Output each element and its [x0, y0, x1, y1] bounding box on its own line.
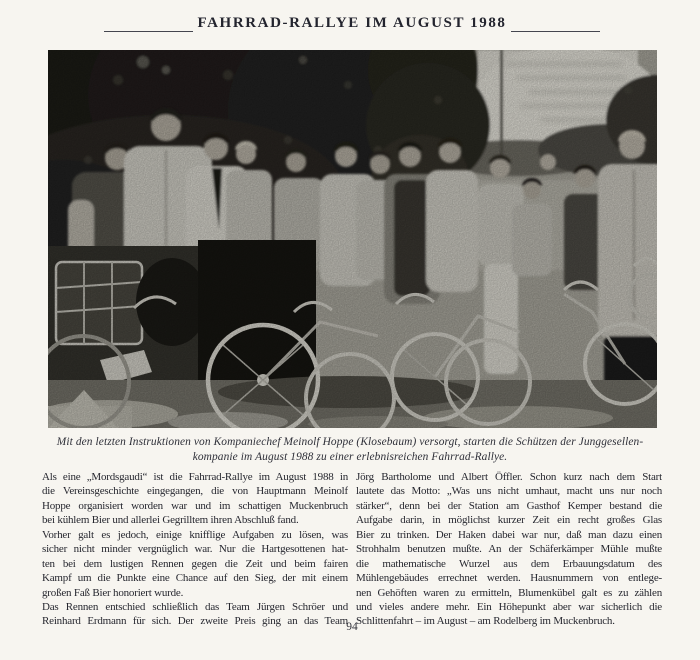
text-line: Als eine „Mordsgaudi“ ist die Fahrrad-Rallye im August 1988 in — [42, 471, 348, 483]
text-line: Kampf um die Punkte eine Chance auf den Sieg, der mit einem — [42, 572, 348, 585]
photo-caption-line2: kompanie im August 1988 zu einer erlebnisreichen Fahrrad-Rallye. — [192, 450, 508, 463]
text-column-left — [42, 470, 348, 629]
text-line: Jörg Bartholome und Albert Öffler. Schon kurz nach dem Start — [356, 471, 662, 483]
text-line: Mühlengebäudes errechnet werden. Hausnummern von entlege- — [356, 572, 662, 585]
header-rule-left — [104, 31, 193, 32]
text-line: Bier zu trinken. Der Haken dabei war nur, daß man dazu einen — [356, 528, 662, 541]
text-line: Reinhard Erdmann für sich. Der zweite Preis ging an das Team — [42, 615, 348, 628]
group-photo-illustration — [48, 50, 657, 428]
text-line: ten bei dem lustigen Rennen gegen die Zeit und beim fairen — [42, 557, 348, 570]
text-line: Schlittenfahrt – im August – am Rodelberg im Muckenbruch. — [356, 615, 615, 628]
text-line: Das Rennen entschied schließlich das Team Jürgen Schröer und — [42, 600, 348, 613]
text-line: Strohhalm benutzen mußte. An der Schäferkämper Mühle mußte — [356, 543, 662, 556]
text-line: großen Faß Bier honoriert wurde. — [42, 586, 184, 599]
page-number: 94 — [346, 621, 358, 633]
header-rule-right — [511, 31, 600, 32]
text-line: bei kühlem Bier und allerlei Gegrilltem ihren Abschluß fand. — [42, 514, 299, 527]
text-column-right — [356, 470, 662, 629]
scan-grain-overlay — [48, 50, 657, 428]
text-line: Hoppe organisiert worden war und im schattigen Muckenbruch — [42, 499, 348, 512]
photo-caption — [40, 435, 660, 465]
text-line: und vieles andere mehr. Ein Höhepunkt aber war sicherlich die — [356, 600, 662, 613]
group-photo — [48, 50, 657, 428]
text-line: lautete das Motto: „Was uns nicht umhaut, macht uns nur noch — [356, 485, 662, 498]
text-line: die mathematische Wurzel aus dem Erbauungsdatum des — [356, 557, 662, 570]
photo-caption-line1: Mit den letzten Instruktionen von Kompaniechef Meinolf Hoppe (Klosebaum) versorgt, starten die Schützen der Junggesellen- — [56, 436, 644, 448]
text-line: sicher nicht minder vergnüglich war. Nur die Hartgesottenen hat- — [42, 543, 348, 556]
page-title: FAHRRAD-RALLYE IM AUGUST 1988 — [197, 15, 507, 31]
text-line: nen Gehöften waren zu ermitteln, Blumenkübel galt es zu zählen — [356, 586, 662, 599]
text-line: Vorher galt es jedoch, einige knifflige Aufgaben zu lösen, was — [42, 528, 348, 541]
text-line: die Vereinsgeschichte eingegangen, die von Hauptmann Meinolf — [42, 485, 348, 498]
text-line: Aufgabe darin, in möglichst kurzer Zeit ein recht großes Glas — [356, 514, 662, 527]
page-header — [104, 13, 600, 34]
text-line: stärker“, denn bei der Station am Gasthof Kemper bestand die — [356, 499, 662, 512]
